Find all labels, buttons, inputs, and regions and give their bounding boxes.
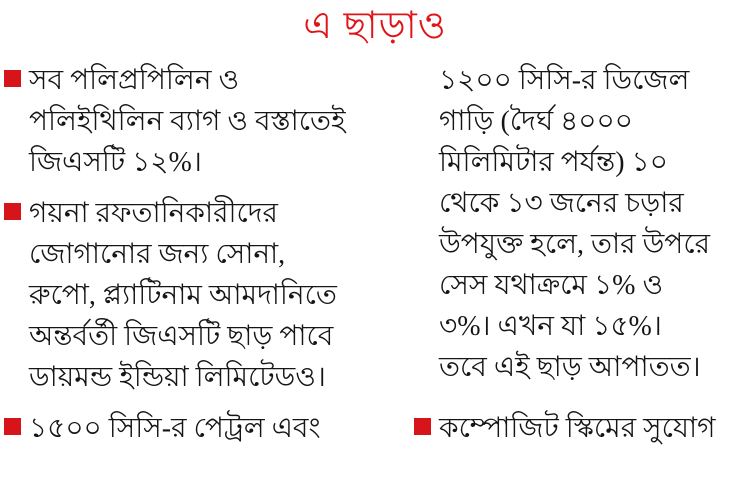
- text-line: সেস যথাক্রমে ১% ও: [439, 270, 664, 301]
- text-line: অন্তর্বর্তী জিএসটি ছাড় পাবে: [29, 321, 334, 352]
- page-title: এ ছাড়াও: [303, 5, 447, 47]
- text-line: ৩%। এখন যা ১৫%।: [439, 311, 662, 342]
- column-right: [414, 60, 750, 449]
- bullet-square-icon: [4, 418, 21, 435]
- column-left: [4, 60, 408, 449]
- text-line: মিলিমিটার পর্যন্ত) ১০: [439, 147, 668, 178]
- text-line: গাড়ি (দৈর্ঘ ৪০০০: [439, 106, 633, 137]
- text-line: জিএসটি ১২%।: [29, 147, 202, 178]
- bullet-square-icon: [414, 418, 431, 435]
- list-item: [414, 408, 750, 449]
- text-line: ১৫০০ সিসি-র পেট্রল এবং: [29, 413, 321, 444]
- text-line: উপযুক্ত হলে, তার উপরে: [439, 229, 710, 260]
- list-item: [4, 408, 408, 449]
- text-line: ডায়মন্ড ইন্ডিয়া লিমিটেডও।: [29, 362, 326, 393]
- list-item-continuation: [414, 60, 750, 388]
- text-line: গয়না রফতানিকারীদের: [29, 198, 278, 229]
- text-line: কম্পোজিট স্কিমের সুযোগ: [439, 413, 716, 444]
- list-item: [4, 193, 408, 398]
- text-line: জোগানোর জন্য সোনা,: [29, 239, 286, 270]
- text-line: রুপো, প্ল্যাটিনাম আমদানিতে: [29, 280, 337, 311]
- text-line: ১২০০ সিসি-র ডিজেল: [439, 65, 690, 96]
- text-line: তবে এই ছাড় আপাতত।: [439, 352, 701, 383]
- list-item: [4, 60, 408, 183]
- text-line: পলিইথিলিন ব্যাগ ও বস্তাতেই: [29, 106, 346, 137]
- text-line: থেকে ১৩ জনের চড়ার: [439, 188, 684, 219]
- bullet-square-icon: [4, 203, 21, 220]
- text-line: সব পলিপ্রপিলিন ও: [29, 65, 240, 96]
- bullet-square-icon: [4, 70, 21, 87]
